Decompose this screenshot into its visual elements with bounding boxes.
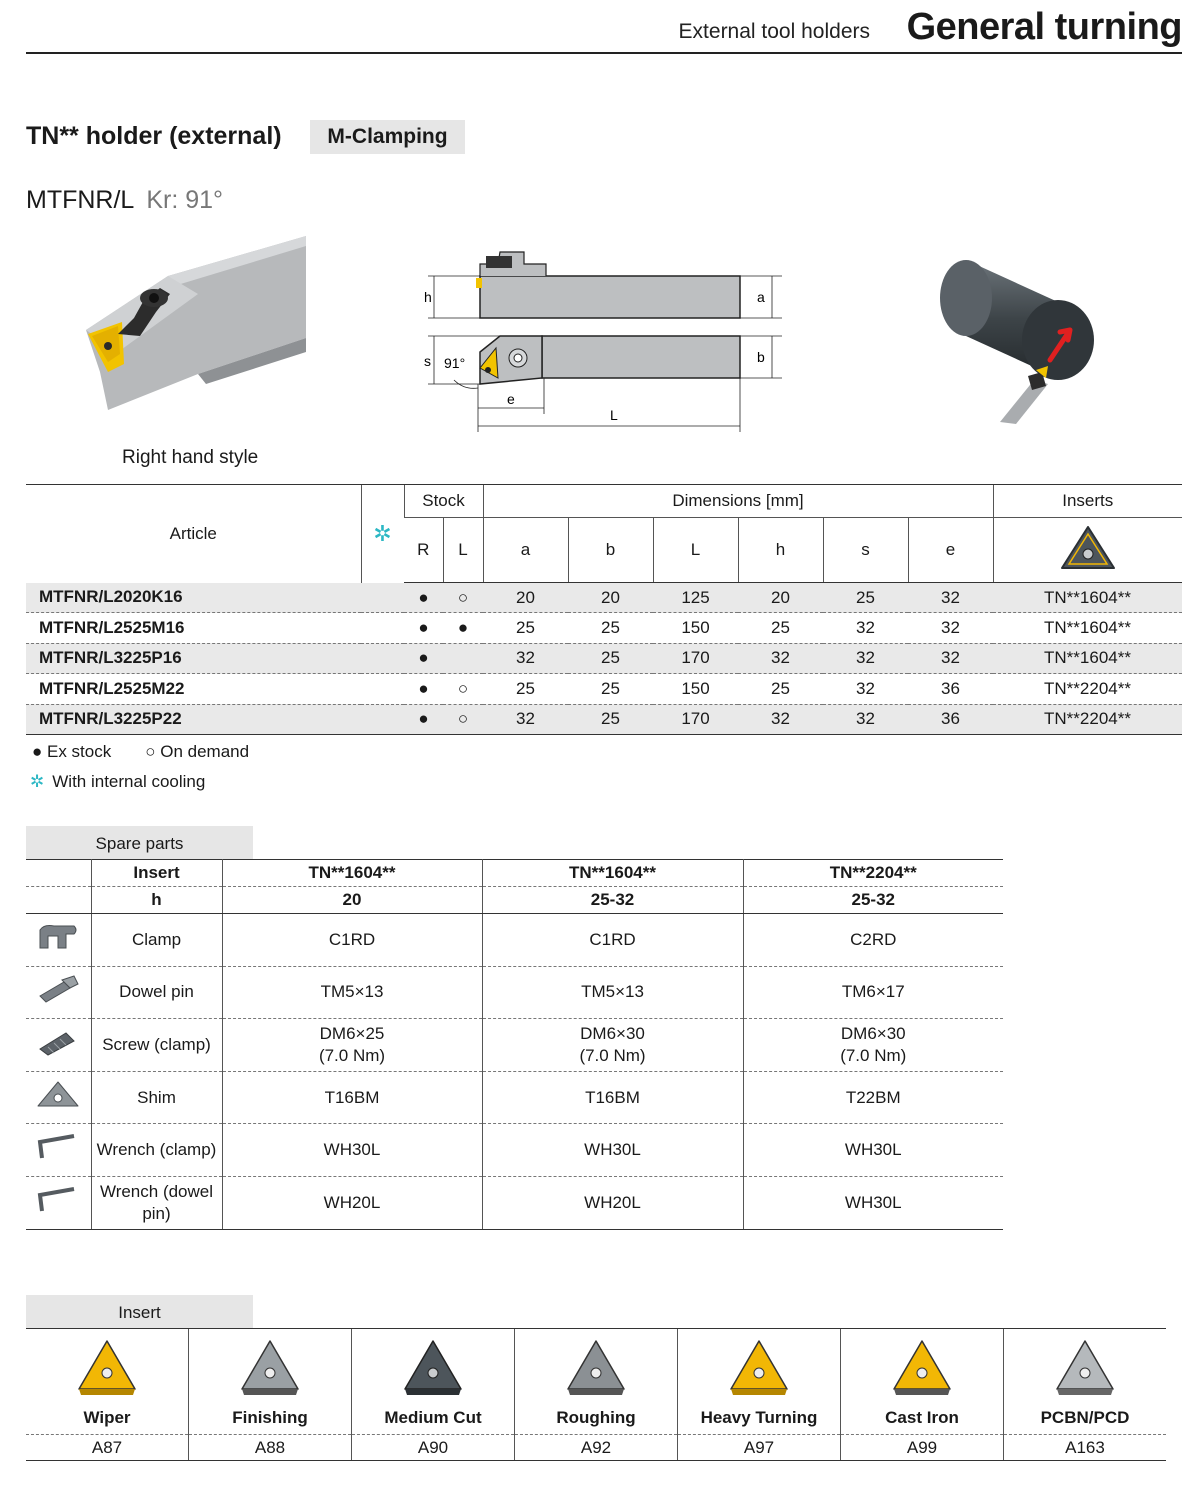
workpiece-illustration (930, 252, 1100, 424)
stock-l: ○ (443, 674, 483, 704)
dim-e: 36 (908, 674, 993, 704)
spare-parts-label: Spare parts (26, 826, 253, 859)
cooling-icon: ✲ (373, 520, 392, 546)
medium-cut-insert-icon (401, 1337, 465, 1397)
model-code: MTFNR/L (26, 186, 135, 214)
dim-b: 25 (568, 643, 653, 673)
part-code-main: DM6×30 (840, 1023, 906, 1043)
table-row (26, 674, 1182, 704)
col-l: L (443, 518, 483, 583)
col-r: R (404, 518, 443, 583)
stock-l: ● (443, 613, 483, 643)
stock-r: ● (404, 643, 443, 673)
article-header: Article (26, 485, 361, 583)
dim-s-label: s (424, 353, 431, 369)
col-a: a (483, 518, 568, 583)
dim-a: 32 (483, 643, 568, 673)
dim-h: 20 (738, 583, 823, 613)
spare-part-row (26, 1176, 1003, 1229)
grade-name: Medium Cut (384, 1408, 482, 1427)
stock-header: Stock (404, 485, 483, 518)
insert-image-cell (993, 518, 1182, 583)
torque-value: (7.0 Nm) (318, 1045, 386, 1065)
dim-a: 32 (483, 704, 568, 734)
finishing-insert-icon (238, 1337, 302, 1397)
tn-insert-icon (1059, 524, 1117, 572)
legend-on-demand: ○ On demand (145, 742, 250, 761)
cooling-legend (30, 772, 205, 792)
dim-a: 20 (483, 583, 568, 613)
part-code: T16BM (222, 1071, 482, 1124)
inserts-header: Inserts (993, 485, 1182, 518)
part-code: WH30L (743, 1124, 1003, 1177)
grade-name: PCBN/PCD (1040, 1408, 1130, 1427)
h-value: 25-32 (482, 887, 743, 914)
part-icon-cell (26, 1176, 91, 1229)
dim-b-label: b (757, 349, 765, 365)
right-hand-caption: Right hand style (122, 447, 259, 468)
grade-page: A88 (189, 1434, 351, 1460)
part-code: TM6×17 (743, 966, 1003, 1019)
part-code: WH20L (482, 1176, 743, 1229)
table-row (26, 613, 1182, 643)
part-code: TM5×13 (482, 966, 743, 1019)
stock-legend (32, 742, 249, 762)
dim-s: 32 (823, 674, 908, 704)
cast-iron-insert-icon (890, 1337, 954, 1397)
grade-page: A163 (1004, 1434, 1166, 1460)
legend-ex-stock: ● Ex stock (32, 742, 112, 761)
dim-l-label: L (610, 407, 618, 423)
dim-length: 170 (653, 704, 738, 734)
insert-type: TN**2204** (743, 860, 1003, 887)
pcbn-pcd-insert-icon (1053, 1337, 1117, 1397)
insert-grade[interactable] (1003, 1329, 1166, 1460)
wiper-insert-icon (75, 1337, 139, 1397)
dim-e: 32 (908, 643, 993, 673)
insert-grade[interactable] (188, 1329, 351, 1460)
col-s: s (823, 518, 908, 583)
part-code (222, 1019, 482, 1072)
header-subtitle: External tool holders (678, 20, 870, 43)
part-icon-cell (26, 1019, 91, 1072)
spare-part-row (26, 914, 1003, 967)
part-code: C1RD (222, 914, 482, 967)
article-cell: MTFNR/L2525M22 (26, 674, 361, 704)
part-code: TM5×13 (222, 966, 482, 1019)
part-icon-cell (26, 1124, 91, 1177)
part-code: C2RD (743, 914, 1003, 967)
table-row (26, 643, 1182, 673)
insert-code: TN**2204** (993, 674, 1182, 704)
roughing-insert-icon (564, 1337, 628, 1397)
grade-page: A92 (515, 1434, 677, 1460)
stock-l: ○ (443, 704, 483, 734)
spare-parts-table (26, 859, 1003, 1230)
part-name: Shim (91, 1071, 222, 1124)
part-icon-cell (26, 914, 91, 967)
table-row (26, 704, 1182, 734)
cooling-icon: ✲ (30, 772, 45, 791)
h-row-label: h (91, 887, 222, 914)
article-cell: MTFNR/L3225P22 (26, 704, 361, 734)
insert-code: TN**1604** (993, 643, 1182, 673)
dim-e: 32 (908, 613, 993, 643)
dim-b: 25 (568, 613, 653, 643)
insert-code: TN**1604** (993, 613, 1182, 643)
insert-code: TN**2204** (993, 704, 1182, 734)
dim-s: 25 (823, 583, 908, 613)
dim-s: 32 (823, 704, 908, 734)
spare-part-row (26, 1019, 1003, 1072)
part-code: C1RD (482, 914, 743, 967)
dim-h: 25 (738, 674, 823, 704)
insert-code: TN**1604** (993, 583, 1182, 613)
dim-b: 25 (568, 704, 653, 734)
insert-section-label: Insert (26, 1295, 253, 1328)
dim-s: 32 (823, 643, 908, 673)
grade-name: Roughing (556, 1408, 636, 1427)
part-name: Wrench (clamp) (91, 1124, 222, 1177)
h-value: 25-32 (743, 887, 1003, 914)
insert-grade[interactable] (351, 1329, 514, 1460)
dim-a: 25 (483, 674, 568, 704)
dim-a: 25 (483, 613, 568, 643)
dim-h: 32 (738, 704, 823, 734)
spare-part-row (26, 1071, 1003, 1124)
dim-e: 32 (908, 583, 993, 613)
dim-length: 150 (653, 613, 738, 643)
dim-h-label: h (424, 289, 432, 305)
insert-row-label: Insert (91, 860, 222, 887)
clamp-icon (36, 922, 80, 952)
col-b: b (568, 518, 653, 583)
part-code-main: DM6×30 (580, 1023, 645, 1043)
insert-type: TN**1604** (482, 860, 743, 887)
grade-page: A99 (841, 1434, 1003, 1460)
torque-value: (7.0 Nm) (840, 1045, 907, 1065)
dim-length: 150 (653, 674, 738, 704)
insert-grade-grid (26, 1328, 1166, 1461)
insert-type: TN**1604** (222, 860, 482, 887)
stock-r: ● (404, 704, 443, 734)
torque-value: (7.0 Nm) (579, 1045, 646, 1065)
part-name: Wrench (dowel pin) (91, 1176, 222, 1229)
angle-label: 91° (444, 355, 466, 371)
part-name: Dowel pin (91, 966, 222, 1019)
stock-l: ○ (443, 583, 483, 613)
part-code: WH20L (222, 1176, 482, 1229)
article-cell: MTFNR/L3225P16 (26, 643, 361, 673)
legend-cooling: With internal cooling (52, 772, 206, 791)
spare-part-row (26, 966, 1003, 1019)
grade-name: Wiper (83, 1408, 131, 1427)
model-line (26, 186, 223, 215)
grade-page: A90 (352, 1434, 514, 1460)
clamping-badge: M-Clamping (310, 120, 465, 154)
insert-grade[interactable] (26, 1329, 188, 1460)
insert-grade[interactable] (840, 1329, 1003, 1460)
part-icon-cell (26, 966, 91, 1019)
dim-a-label: a (757, 289, 765, 305)
page-header (26, 0, 1182, 54)
spare-part-row (26, 1124, 1003, 1177)
dimensions-header: Dimensions [mm] (483, 485, 993, 518)
section-title: TN** holder (external) (26, 122, 282, 150)
part-name: Clamp (91, 914, 222, 967)
dim-h: 32 (738, 643, 823, 673)
dowel-pin-icon (36, 974, 80, 1004)
stock-l (443, 643, 483, 673)
dim-h: 25 (738, 613, 823, 643)
part-code: T22BM (743, 1071, 1003, 1124)
h-value: 20 (222, 887, 482, 914)
grade-name: Cast Iron (885, 1408, 959, 1427)
dim-length: 125 (653, 583, 738, 613)
wrench-icon (36, 1132, 80, 1162)
dim-e-label: e (507, 391, 515, 407)
article-cell: MTFNR/L2525M16 (26, 613, 361, 643)
dim-e: 36 (908, 704, 993, 734)
insert-grade[interactable] (514, 1329, 677, 1460)
part-name: Screw (clamp) (91, 1019, 222, 1072)
part-code: T16BM (482, 1071, 743, 1124)
technical-drawing (420, 244, 790, 434)
wrench-icon (36, 1185, 80, 1215)
part-code (482, 1019, 743, 1072)
heavy-turning-insert-icon (727, 1337, 791, 1397)
shim-icon (36, 1080, 80, 1110)
dim-length: 170 (653, 643, 738, 673)
header-title: General turning (906, 6, 1182, 48)
part-code-main: DM6×25 (319, 1023, 385, 1043)
article-table (26, 484, 1182, 735)
screw-icon (36, 1027, 80, 1057)
col-length: L (653, 518, 738, 583)
holder-photo (78, 234, 308, 412)
grade-name: Finishing (232, 1408, 308, 1427)
grade-page: A97 (678, 1434, 840, 1460)
table-row (26, 583, 1182, 613)
dim-b: 20 (568, 583, 653, 613)
grade-name: Heavy Turning (700, 1408, 818, 1427)
article-cell: MTFNR/L2020K16 (26, 583, 361, 613)
stock-r: ● (404, 583, 443, 613)
kr-angle: Kr: 91° (146, 186, 224, 214)
stock-r: ● (404, 674, 443, 704)
insert-grade[interactable] (677, 1329, 840, 1460)
part-code (743, 1019, 1003, 1072)
part-code: WH30L (482, 1124, 743, 1177)
col-e: e (908, 518, 993, 583)
part-code: WH30L (743, 1176, 1003, 1229)
dim-s: 32 (823, 613, 908, 643)
part-code: WH30L (222, 1124, 482, 1177)
col-h: h (738, 518, 823, 583)
stock-r: ● (404, 613, 443, 643)
cooling-header (361, 485, 404, 583)
dim-b: 25 (568, 674, 653, 704)
part-icon-cell (26, 1071, 91, 1124)
grade-page: A87 (26, 1434, 188, 1460)
